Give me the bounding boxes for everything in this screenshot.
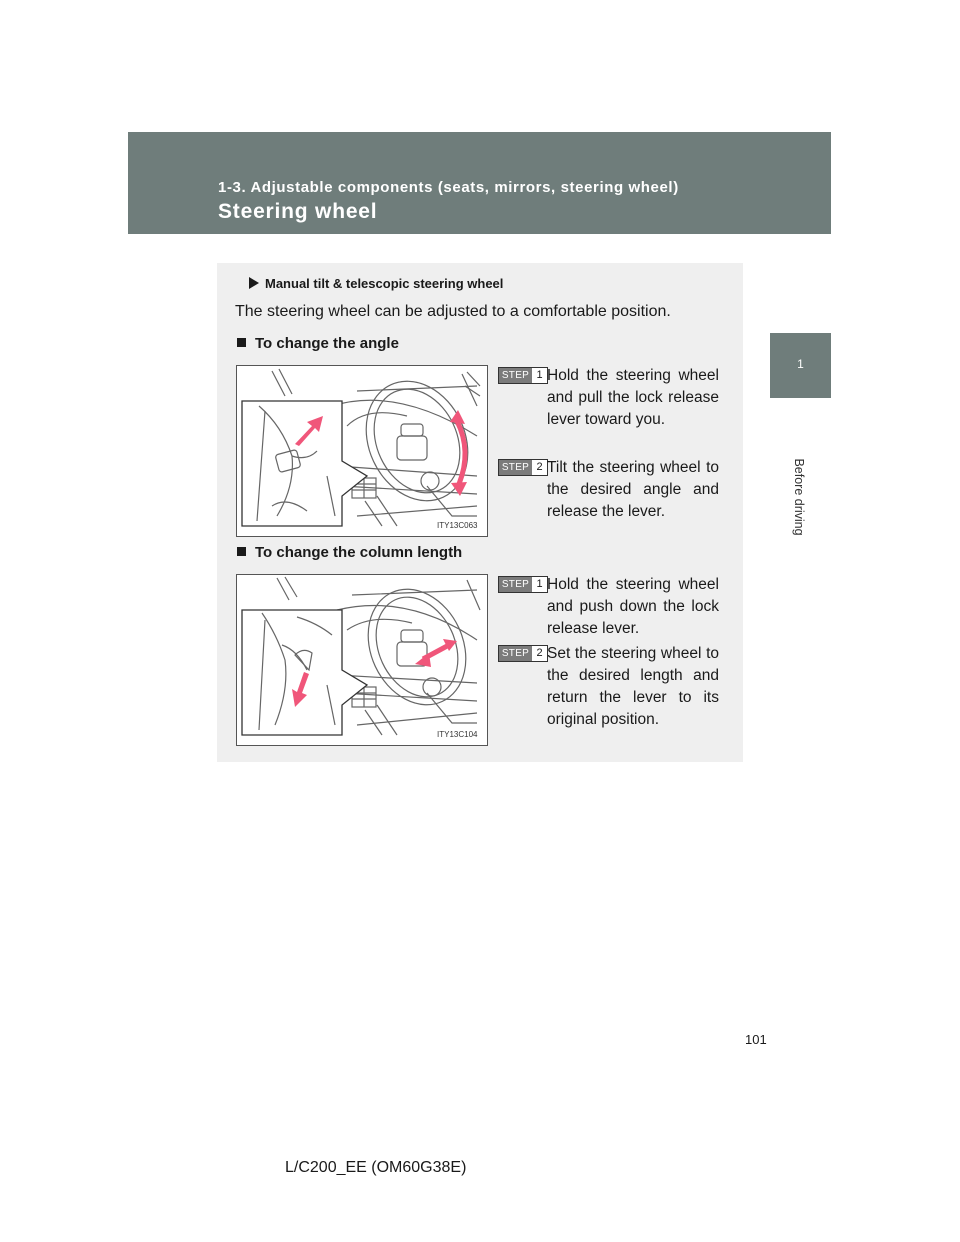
step-text-angle-2: Tilt the steering wheel to the desired angle and release the lever. <box>547 459 719 520</box>
tilt-steering-image <box>237 366 487 536</box>
chapter-label <box>789 452 809 542</box>
step-number: 2 <box>536 461 543 473</box>
step-text-length-1: Hold the steering wheel and push down the lock release lever. <box>547 576 719 637</box>
step-number: 1 <box>536 578 543 590</box>
chapter-tab[interactable] <box>770 333 831 398</box>
step-text-length-2: Set the steering wheel to the desired length and return the lever to its original position. <box>547 645 719 728</box>
step-badge-angle-2 <box>498 459 548 476</box>
step-badge-length-1 <box>498 576 548 593</box>
section-heading-length <box>237 544 462 561</box>
telescopic-illustration <box>236 574 488 746</box>
step-label: STEP <box>499 577 532 592</box>
step-text-angle-1: Hold the steering wheel and pull the lock release lever toward you. <box>547 367 719 428</box>
step-label: STEP <box>499 368 532 383</box>
telescopic-image-code: ITY13C104 <box>437 730 478 739</box>
tilt-image-code: ITY13C063 <box>437 521 478 530</box>
document-code: L/C200_EE (OM60G38E) <box>285 1159 467 1176</box>
section-title: 1-3. Adjustable components (seats, mirrors, steering wheel) <box>218 179 679 196</box>
step-number: 2 <box>536 647 543 659</box>
step-badge-angle-1 <box>498 367 548 384</box>
square-bullet-icon <box>237 547 246 556</box>
manual-label-text: Manual tilt & telescopic steering wheel <box>265 276 504 291</box>
section-heading-angle <box>237 335 399 352</box>
chapter-label-text: Before driving <box>792 458 806 536</box>
telescopic-steering-image <box>237 575 487 745</box>
step-label: STEP <box>499 460 532 475</box>
square-bullet-icon <box>237 338 246 347</box>
section-heading-text: To change the angle <box>255 335 399 352</box>
section-heading-text: To change the column length <box>255 544 463 561</box>
step-label: STEP <box>499 646 532 661</box>
content-box <box>217 263 743 762</box>
intro-text: The steering wheel can be adjusted to a comfortable position. <box>235 303 671 320</box>
step-number: 1 <box>536 369 543 381</box>
triangle-bullet-icon <box>249 277 259 289</box>
page-title: Steering wheel <box>218 200 378 223</box>
manual-label <box>249 276 503 291</box>
chapter-number: 1 <box>797 357 804 371</box>
page-number: 101 <box>745 1032 767 1047</box>
tilt-illustration <box>236 365 488 537</box>
step-badge-length-2 <box>498 645 548 662</box>
